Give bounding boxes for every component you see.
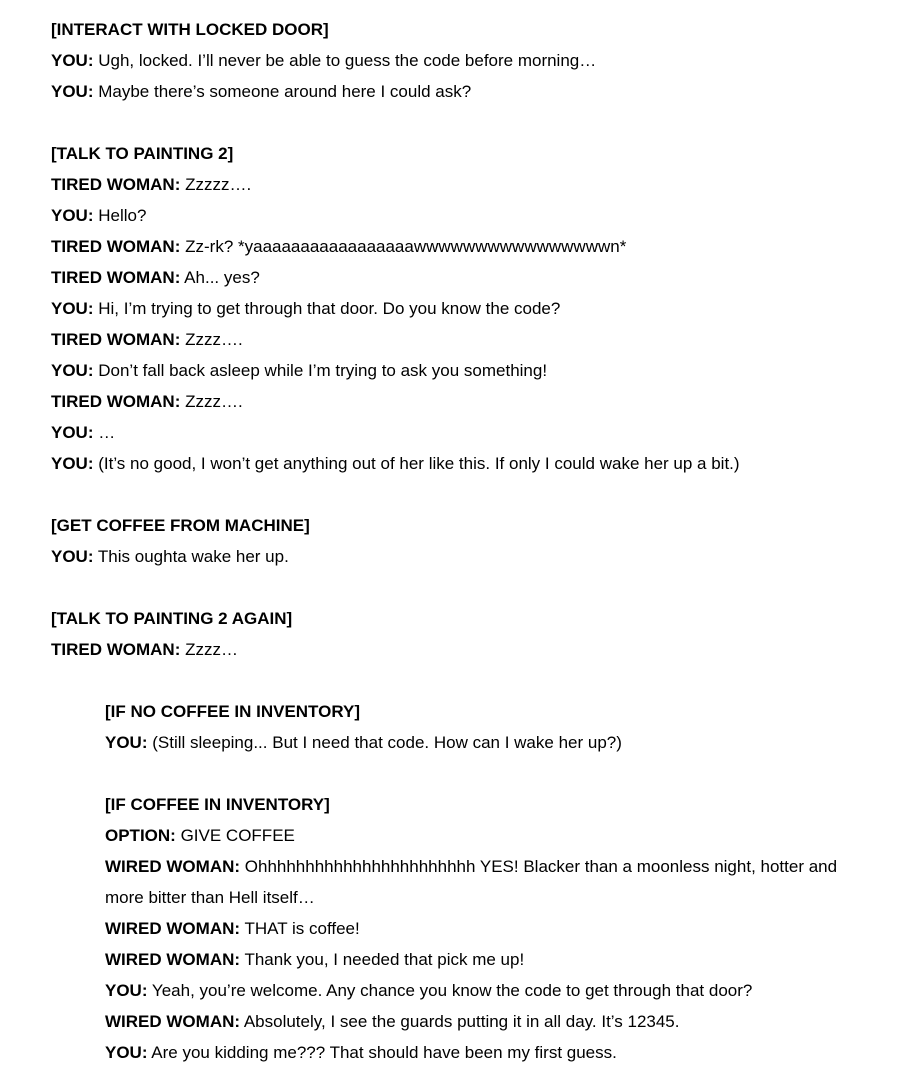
speaker-label: YOU: [105,981,148,1000]
speaker-label: OPTION: [105,826,176,845]
scene-section-get-coffee [51,510,855,572]
dialogue-line [51,448,855,479]
dialogue-text: Maybe there’s someone around here I could ask? [98,82,472,101]
dialogue-line [105,727,855,758]
dialogue-line [51,262,855,293]
speaker-label: TIRED WOMAN: [51,392,181,411]
speaker-label: YOU: [51,206,94,225]
dialogue-text: Ah... yes? [184,268,260,287]
scene-heading: [INTERACT WITH LOCKED DOOR] [51,20,329,39]
scene-heading: [TALK TO PAINTING 2 AGAIN] [51,609,293,628]
dialogue-text: Hi, I’m trying to get through that door. Do you know the code? [98,299,561,318]
speaker-label: YOU: [51,423,94,442]
speaker-label: YOU: [51,51,94,70]
dialogue-line [105,913,855,944]
speaker-label: YOU: [51,454,94,473]
dialogue-text: Yeah, you’re welcome. Any chance you know the code to get through that door? [151,981,753,1000]
dialogue-text: This oughta wake her up. [97,547,289,566]
speaker-label: WIRED WOMAN: [105,857,241,876]
speaker-label: WIRED WOMAN: [105,1012,241,1031]
dialogue-text: Zzzz…. [185,392,243,411]
dialogue-text: Ugh, locked. I’ll never be able to guess the code before morning… [98,51,597,70]
dialogue-text: GIVE COFFEE [180,826,295,845]
speaker-label: TIRED WOMAN: [51,640,181,659]
dialogue-text: Hello? [98,206,147,225]
scene-section-talk-to-painting-2 [51,138,855,479]
dialogue-text: … [98,423,116,442]
dialogue-line [51,76,855,107]
dialogue-text: THAT is coffee! [244,919,360,938]
dialogue-line [51,324,855,355]
dialogue-text: Zzzz… [185,640,238,659]
dialogue-line [51,634,855,665]
speaker-label: YOU: [51,299,94,318]
dialogue-line [51,169,855,200]
speaker-label: YOU: [51,361,94,380]
dialogue-line [51,386,855,417]
scene-section-talk-to-painting-2-again [51,603,855,665]
speaker-label: YOU: [105,1043,148,1062]
speaker-label: YOU: [105,733,148,752]
scene-heading: [IF NO COFFEE IN INVENTORY] [105,702,361,721]
scene-heading: [IF COFFEE IN INVENTORY] [105,795,330,814]
dialogue-line [51,355,855,386]
speaker-label: TIRED WOMAN: [51,175,181,194]
scene-section-if-no-coffee [105,696,855,758]
dialogue-text: Thank you, I needed that pick me up! [244,950,525,969]
speaker-label: TIRED WOMAN: [51,268,181,287]
scene-heading: [GET COFFEE FROM MACHINE] [51,516,310,535]
dialogue-line [105,820,855,851]
dialogue-line [51,541,855,572]
dialogue-text: Are you kidding me??? That should have been my first guess. [151,1043,617,1062]
speaker-label: TIRED WOMAN: [51,330,181,349]
speaker-label: WIRED WOMAN: [105,919,241,938]
speaker-label: TIRED WOMAN: [51,237,181,256]
speaker-label: YOU: [51,547,94,566]
dialogue-line [51,417,855,448]
dialogue-line [51,200,855,231]
scene-section-locked-door [51,14,855,107]
speaker-label: YOU: [51,82,94,101]
dialogue-text: (It’s no good, I won’t get anything out of her like this. If only I could wake her up a bit.) [98,454,740,473]
dialogue-line [51,293,855,324]
dialogue-text: Zzzzz…. [185,175,252,194]
dialogue-line [51,231,855,262]
dialogue-line [105,851,855,913]
dialogue-text: Ohhhhhhhhhhhhhhhhhhhhhhh YES! Blacker than a moonless night, hotter and more bitter than Hell itself… [105,857,838,907]
dialogue-line [105,975,855,1006]
dialogue-line [51,45,855,76]
speaker-label: WIRED WOMAN: [105,950,241,969]
dialogue-line [105,1037,855,1068]
scene-section-if-coffee [105,789,855,1068]
scene-heading: [TALK TO PAINTING 2] [51,144,234,163]
dialogue-text: Absolutely, I see the guards putting it in all day. It’s 12345. [243,1012,680,1031]
dialogue-text: (Still sleeping... But I need that code. How can I wake her up?) [152,733,622,752]
dialogue-line [105,1006,855,1037]
dialogue-line [105,944,855,975]
dialogue-text: Don’t fall back asleep while I’m trying to ask you something! [98,361,548,380]
dialogue-text: Zz-rk? *yaaaaaaaaaaaaaaaaawwwwwwwwwwwwwwwwn* [185,237,627,256]
dialogue-text: Zzzz…. [185,330,243,349]
